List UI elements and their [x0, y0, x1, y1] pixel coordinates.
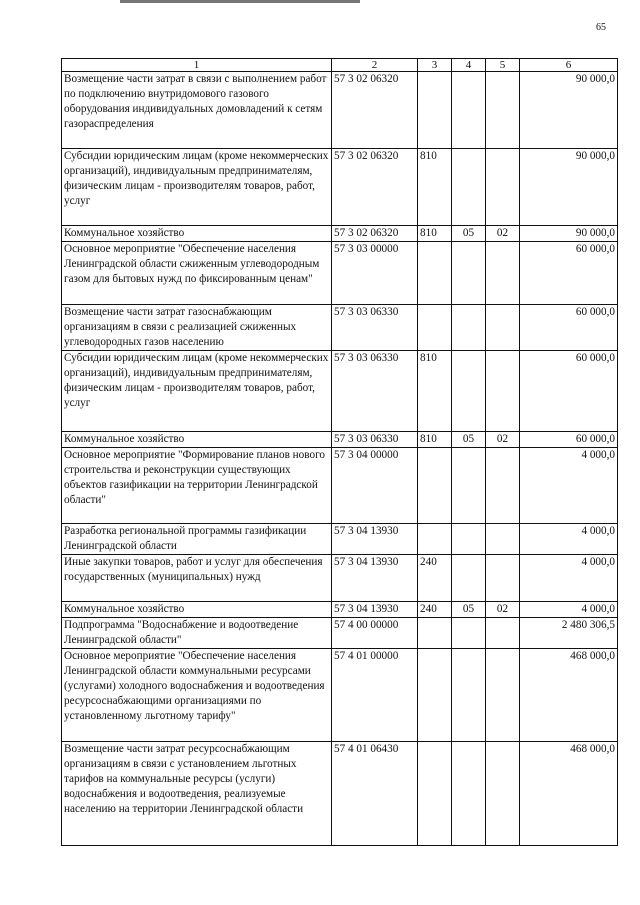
row-sum: 90 000,0 — [520, 226, 618, 242]
row-name: Возмещение части затрат в связи с выполнением работ по подключению внутридомового газового оборудования индивидуальных домовладений к сетям газораспределения — [62, 72, 332, 149]
col-header-6: 6 — [520, 59, 618, 72]
row-vr — [418, 242, 452, 305]
row-vr — [418, 618, 452, 649]
row-sum: 4 000,0 — [520, 524, 618, 555]
row-vr: 810 — [418, 351, 452, 432]
row-name: Коммунальное хозяйство — [62, 226, 332, 242]
row-name: Основное мероприятие "Обеспечение населения Ленинградской области коммунальными ресурсами (услугами) холодного водоснабжения и водоотведения ресурсоснабжающими организациями по установленному льготному тарифу" — [62, 649, 332, 742]
row-code: 57 3 04 13930 — [332, 555, 418, 602]
col-header-3: 3 — [418, 59, 452, 72]
row-pr — [486, 742, 520, 846]
table-row — [62, 149, 618, 226]
row-name: Коммунальное хозяйство — [62, 432, 332, 448]
row-vr: 810 — [418, 226, 452, 242]
row-sum: 90 000,0 — [520, 72, 618, 149]
row-rz — [452, 555, 486, 602]
row-rz: 05 — [452, 602, 486, 618]
row-pr: 02 — [486, 432, 520, 448]
budget-table — [61, 58, 618, 846]
row-name: Возмещение части затрат ресурсоснабжающим организациям в связи с установлением льготных тарифов на коммунальные ресурсы (услуги) водоснабжения и водоотведения, реализуемые населению на территории Ленинградской области — [62, 742, 332, 846]
row-sum: 60 000,0 — [520, 305, 618, 351]
row-vr — [418, 448, 452, 524]
row-code: 57 3 03 06330 — [332, 305, 418, 351]
row-pr — [486, 555, 520, 602]
row-vr — [418, 72, 452, 149]
row-rz — [452, 242, 486, 305]
table-row — [62, 555, 618, 602]
row-pr: 02 — [486, 602, 520, 618]
row-name: Возмещение части затрат газоснабжающим организациям в связи с реализацией сжиженных углеводородных газов населению — [62, 305, 332, 351]
row-rz — [452, 618, 486, 649]
col-header-2: 2 — [332, 59, 418, 72]
table-row — [62, 226, 618, 242]
col-header-5: 5 — [486, 59, 520, 72]
table-row — [62, 618, 618, 649]
row-vr — [418, 305, 452, 351]
row-vr: 240 — [418, 602, 452, 618]
row-rz — [452, 305, 486, 351]
col-header-1: 1 — [62, 59, 332, 72]
row-vr: 810 — [418, 432, 452, 448]
row-vr — [418, 524, 452, 555]
row-sum: 2 480 306,5 — [520, 618, 618, 649]
row-code: 57 3 03 00000 — [332, 242, 418, 305]
row-pr — [486, 351, 520, 432]
row-code: 57 3 04 00000 — [332, 448, 418, 524]
row-pr — [486, 149, 520, 226]
row-sum: 468 000,0 — [520, 742, 618, 846]
table-row — [62, 448, 618, 524]
row-rz — [452, 351, 486, 432]
table-row — [62, 242, 618, 305]
row-rz — [452, 149, 486, 226]
row-vr — [418, 742, 452, 846]
top-edge-rule — [120, 0, 360, 3]
row-code: 57 3 03 06330 — [332, 351, 418, 432]
row-code: 57 4 01 00000 — [332, 649, 418, 742]
row-pr — [486, 305, 520, 351]
col-header-4: 4 — [452, 59, 486, 72]
row-name: Иные закупки товаров, работ и услуг для обеспечения государственных (муниципальных) нужд — [62, 555, 332, 602]
row-name: Субсидии юридическим лицам (кроме некоммерческих организаций), индивидуальным предпринимателям, физическим лицам - производителям товаров, работ, услуг — [62, 149, 332, 226]
row-pr — [486, 242, 520, 305]
row-code: 57 3 02 06320 — [332, 149, 418, 226]
row-name: Подпрограмма "Водоснабжение и водоотведение Ленинградской области" — [62, 618, 332, 649]
row-code: 57 3 02 06320 — [332, 226, 418, 242]
row-sum: 468 000,0 — [520, 649, 618, 742]
row-rz — [452, 524, 486, 555]
row-name: Коммунальное хозяйство — [62, 602, 332, 618]
row-name: Разработка региональной программы газификации Ленинградской области — [62, 524, 332, 555]
row-rz: 05 — [452, 432, 486, 448]
row-code: 57 3 03 06330 — [332, 432, 418, 448]
table-row — [62, 602, 618, 618]
row-rz — [452, 448, 486, 524]
row-vr — [418, 649, 452, 742]
row-pr — [486, 448, 520, 524]
row-name: Субсидии юридическим лицам (кроме некоммерческих организаций), индивидуальным предпринимателям, физическим лицам - производителям товаров, работ, услуг — [62, 351, 332, 432]
table-row — [62, 649, 618, 742]
row-code: 57 4 01 06430 — [332, 742, 418, 846]
table-row — [62, 742, 618, 846]
row-pr — [486, 72, 520, 149]
row-vr: 240 — [418, 555, 452, 602]
row-name: Основное мероприятие "Обеспечение населения Ленинградской области сжиженным углеводородным газом для бытовых нужд по фиксированным ценам" — [62, 242, 332, 305]
row-rz: 05 — [452, 226, 486, 242]
row-rz — [452, 649, 486, 742]
row-sum: 60 000,0 — [520, 351, 618, 432]
table-row — [62, 305, 618, 351]
row-code: 57 3 02 06320 — [332, 72, 418, 149]
row-pr — [486, 524, 520, 555]
row-name: Основное мероприятие "Формирование планов нового строительства и реконструкции существующих объектов газификации на территории Ленинградской области" — [62, 448, 332, 524]
row-sum: 4 000,0 — [520, 448, 618, 524]
row-rz — [452, 72, 486, 149]
table-row — [62, 432, 618, 448]
row-pr — [486, 618, 520, 649]
row-code: 57 3 04 13930 — [332, 524, 418, 555]
row-sum: 60 000,0 — [520, 242, 618, 305]
row-pr — [486, 649, 520, 742]
row-sum: 90 000,0 — [520, 149, 618, 226]
table-row — [62, 72, 618, 149]
row-sum: 4 000,0 — [520, 602, 618, 618]
table-header-row — [62, 59, 618, 72]
table-row — [62, 524, 618, 555]
page-number: 65 — [596, 22, 606, 33]
row-sum: 60 000,0 — [520, 432, 618, 448]
row-code: 57 4 00 00000 — [332, 618, 418, 649]
row-pr: 02 — [486, 226, 520, 242]
row-sum: 4 000,0 — [520, 555, 618, 602]
row-rz — [452, 742, 486, 846]
row-code: 57 3 04 13930 — [332, 602, 418, 618]
table-row — [62, 351, 618, 432]
row-vr: 810 — [418, 149, 452, 226]
